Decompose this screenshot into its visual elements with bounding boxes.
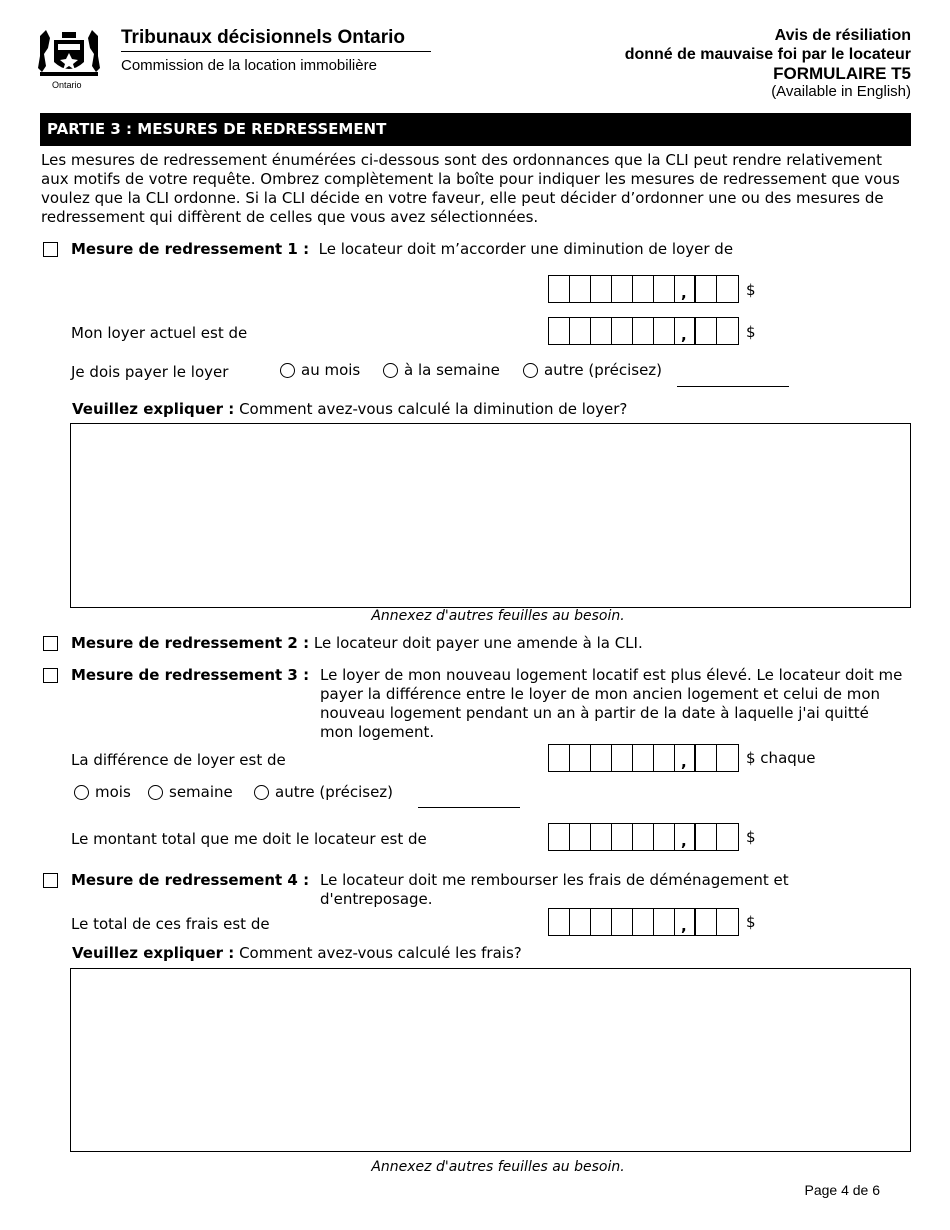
explain-question: Comment avez-vous calculé la diminution de loyer? [239,400,628,418]
form-code: FORMULAIRE T5 [773,64,911,83]
currency-each-label: $ chaque [746,749,816,767]
rent-period-weekly-radio[interactable] [383,361,500,379]
radio-label: autre (précisez) [275,783,394,801]
page-number: Page 4 de 6 [804,1182,880,1198]
rent-period-other-radio[interactable] [523,361,662,379]
rent-difference-amount-field[interactable] [548,744,739,772]
explain-decrease-textarea[interactable] [70,423,911,608]
radio-label: au mois [301,361,361,379]
radio-circle[interactable] [254,785,269,800]
rent-difference-label: La différence de loyer est de [71,751,286,769]
section-title: PARTIE 3 : MESURES DE REDRESSEMENT [40,113,911,146]
ontario-coat-of-arms-logo [36,26,102,94]
logo-caption: Ontario [52,80,82,90]
explain-label: Veuillez expliquer : [72,944,235,962]
radio-circle[interactable] [74,785,89,800]
explain-label: Veuillez expliquer : [72,400,235,418]
radio-circle[interactable] [523,363,538,378]
radio-label: à la semaine [404,361,500,379]
form-title-block [625,26,911,100]
radio-circle[interactable] [280,363,295,378]
remedy-2-label: Mesure de redressement 2 : [71,634,310,652]
pay-rent-label: Je dois payer le loyer [71,363,229,381]
difference-period-week-radio[interactable] [148,783,233,801]
explain-decrease-row [72,400,627,419]
remedy-2-text: Le locateur doit payer une amende à la CLI. [313,634,643,652]
rent-period-other-input[interactable] [677,385,789,387]
rent-decrease-amount-field[interactable] [548,275,739,303]
remedy-2-checkbox[interactable] [43,636,58,651]
remedy-2-row [71,634,643,653]
difference-period-other-radio[interactable] [254,783,393,801]
org-subtitle: Commission de la location immobilière [121,57,377,74]
org-divider [121,51,431,52]
remedy-1-label: Mesure de redressement 1 : [71,240,310,258]
current-rent-amount-field[interactable] [548,317,739,345]
remedy-4-label: Mesure de redressement 4 : [71,871,310,889]
difference-period-other-input[interactable] [418,806,520,808]
explain-question: Comment avez-vous calculé les frais? [239,944,522,962]
form-title-line-2: donné de mauvaise foi par le locateur [624,46,911,63]
currency-sign: $ [746,281,756,299]
remedy-3-checkbox[interactable] [43,668,58,683]
currency-sign: $ [746,828,756,846]
moving-costs-total-label: Le total de ces frais est de [71,915,270,933]
remedy-3-text: Le loyer de mon nouveau logement locatif est plus élevé. Le locateur doit me payer la différence entre le loyer de mon ancien logement et celui de mon nouveau logement pendant un an à partir de la date à laquelle j'ai quitté mon logement. [320,666,903,741]
total-owed-amount-field[interactable] [548,823,739,851]
remedy-3-label: Mesure de redressement 3 : [71,666,310,684]
rent-period-monthly-radio[interactable] [280,361,360,379]
remedy-4-text: Le locateur doit me rembourser les frais de déménagement et d'entreposage. [320,871,789,908]
moving-costs-amount-field[interactable] [548,908,739,936]
attach-note: Annexez d'autres feuilles au besoin. [371,608,625,624]
currency-sign: $ [746,913,756,931]
remedy-1-text: Le locateur doit m’accorder une diminution de loyer de [318,240,734,258]
form-title-line-1: Avis de résiliation [774,27,911,44]
radio-circle[interactable] [383,363,398,378]
remedy-1-row [71,240,733,259]
radio-label: mois [95,783,131,801]
explain-costs-textarea[interactable] [70,968,911,1152]
radio-circle[interactable] [148,785,163,800]
currency-sign: $ [746,323,756,341]
current-rent-label: Mon loyer actuel est de [71,324,248,342]
explain-costs-row [72,944,522,963]
difference-period-month-radio[interactable] [74,783,131,801]
language-note: (Available in English) [771,83,911,100]
org-name: Tribunaux décisionnels Ontario [121,27,405,48]
radio-label: autre (précisez) [544,361,663,379]
attach-note: Annexez d'autres feuilles au besoin. [371,1159,625,1175]
radio-label: semaine [169,783,233,801]
section-intro: Les mesures de redressement énumérées ci-dessous sont des ordonnances que la CLI peut rendre relativement aux motifs de votre requête. Ombrez complètement la boîte pour indiquer les mesures de redressement que vous voulez que la CLI ordonne. Si la CLI décide en votre faveur, elle peut décider d’ordonner une ou des mesures de redressement qui diffèrent de celles que vous avez sélectionnées. [41,151,900,226]
total-owed-label: Le montant total que me doit le locateur est de [71,830,427,848]
remedy-1-checkbox[interactable] [43,242,58,257]
remedy-4-checkbox[interactable] [43,873,58,888]
